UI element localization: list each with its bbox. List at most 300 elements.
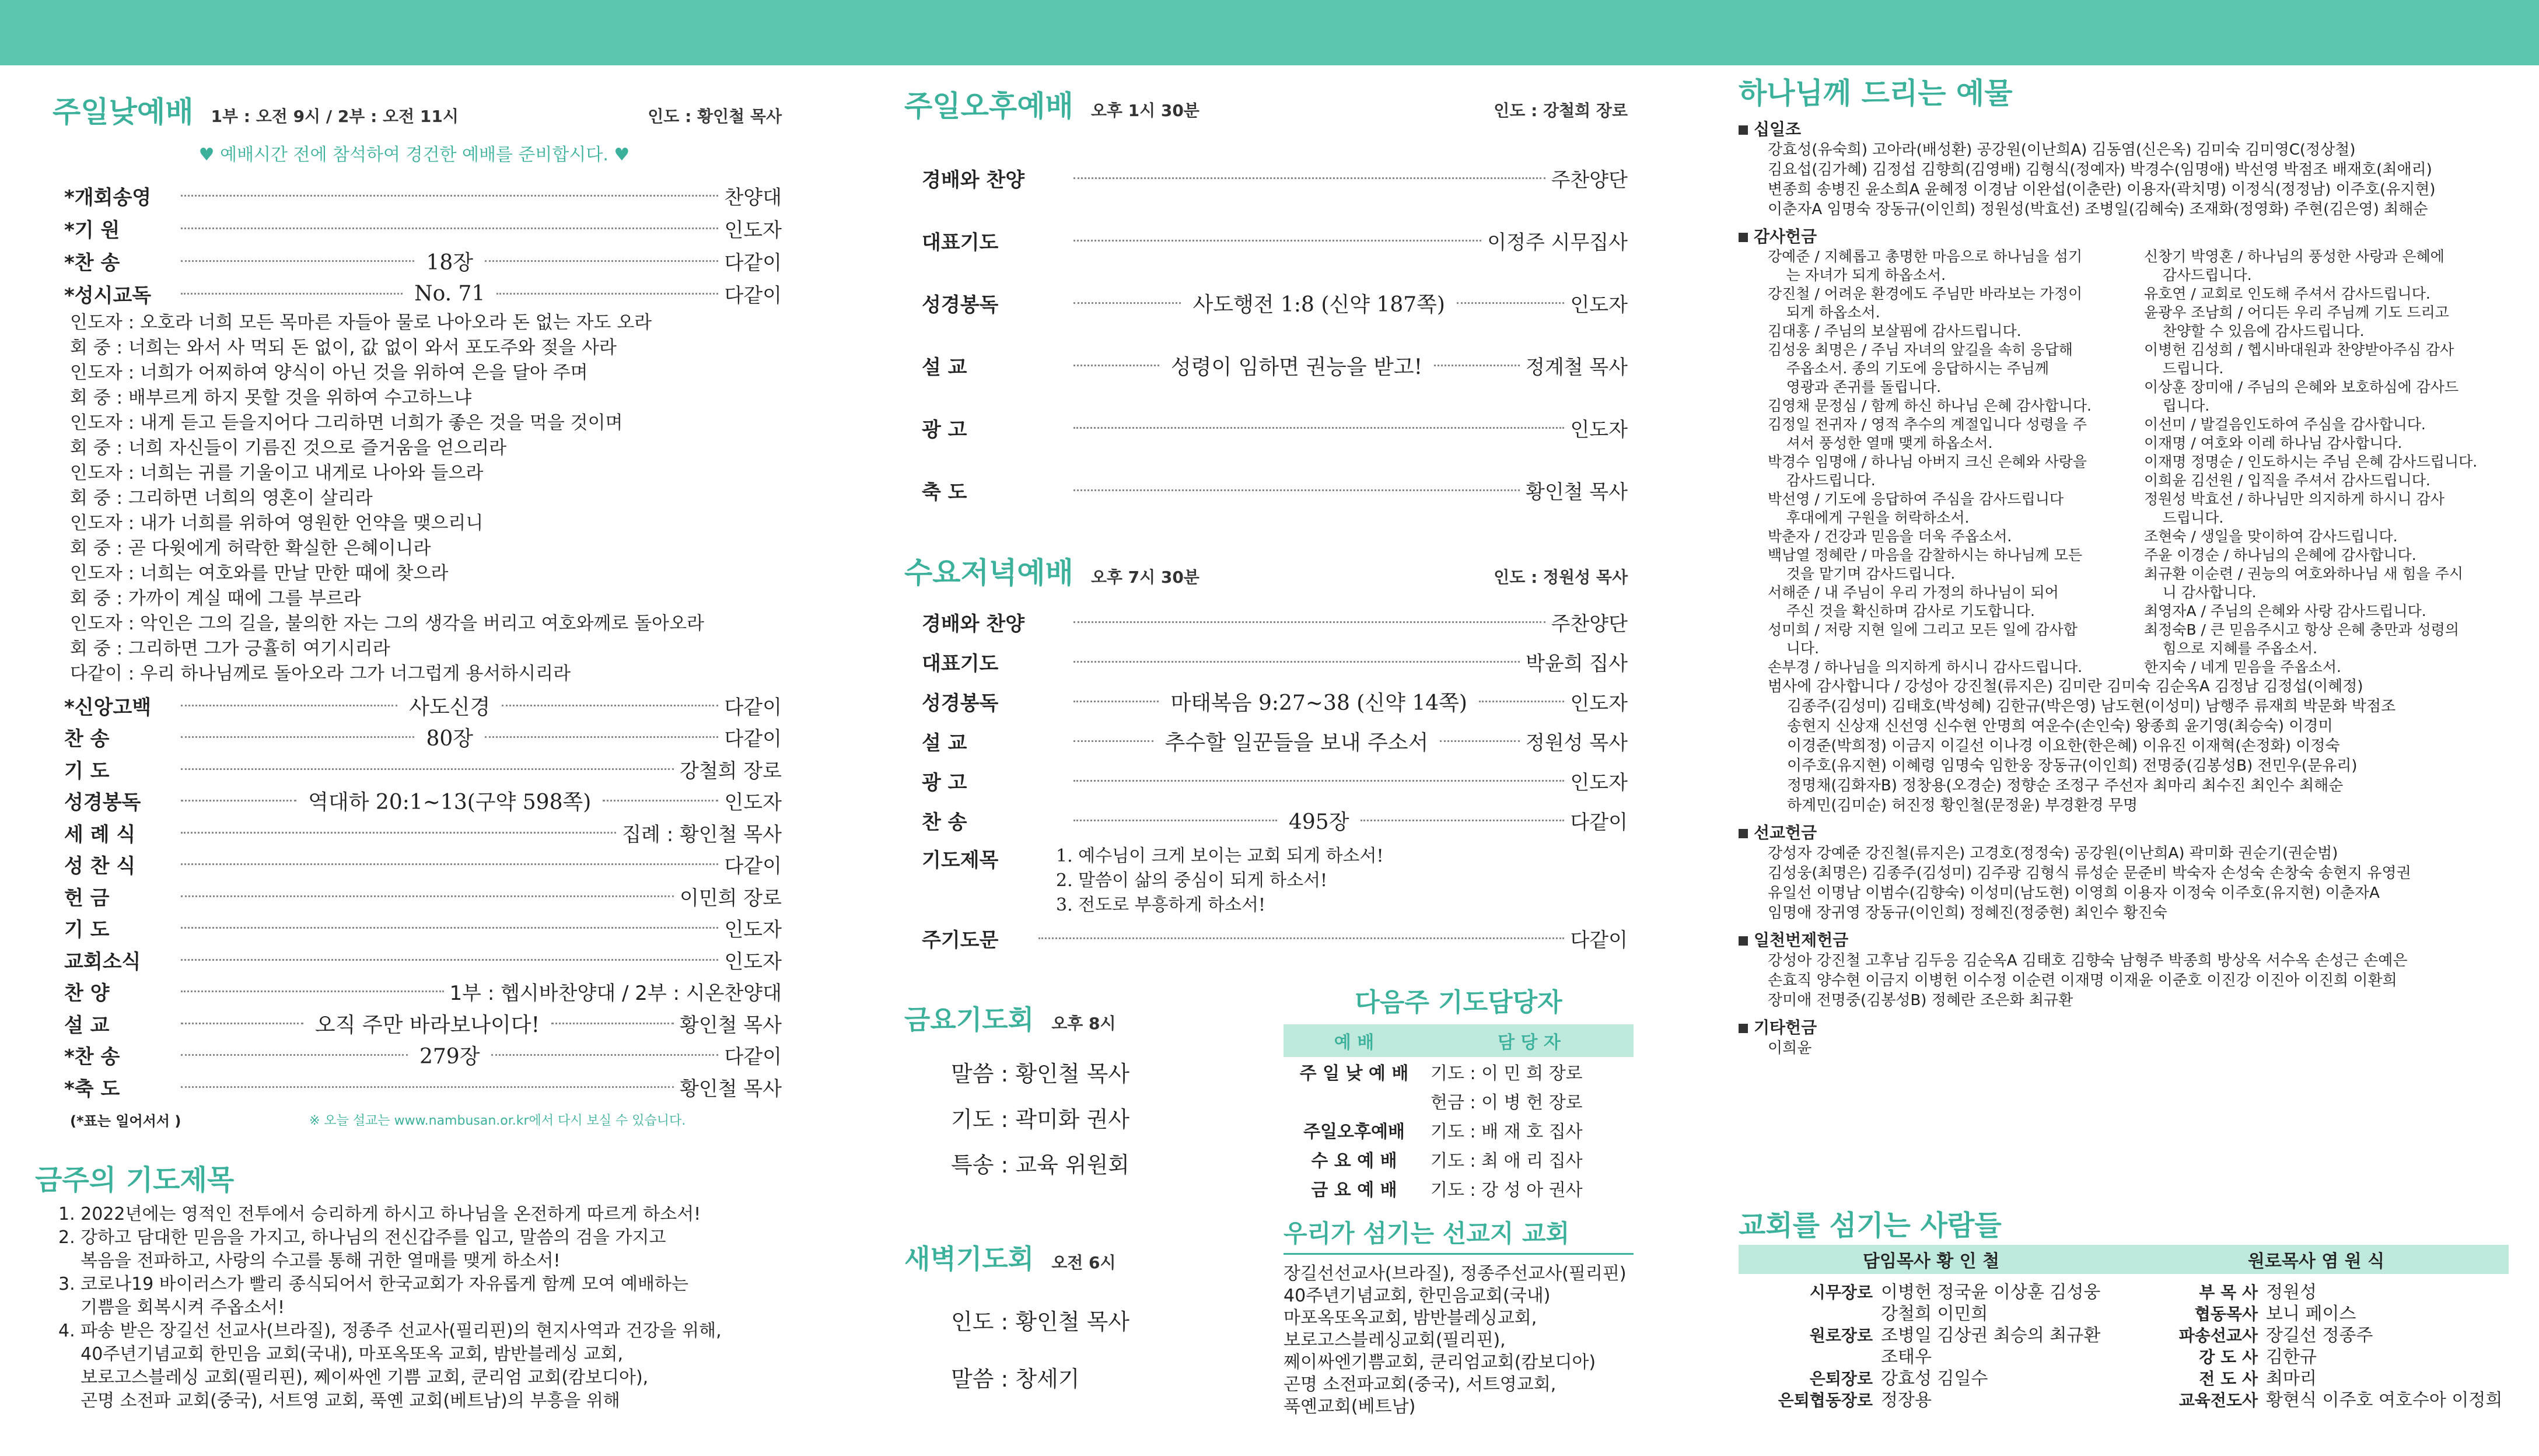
dot-leader [181,228,718,229]
sunday-service-leader: 인도 : 황인철 목사 [648,107,782,126]
section-head-text: 선교헌금 [1754,823,1817,842]
dot-leader [1073,365,1159,366]
thanks-line: 니 감사합니다. [2144,584,2257,601]
offering-line: 김성웅(최명은) 김종주(김성미) 김주광 김형식 류성순 문준비 박숙자 손성숙 손창숙 송현지 유영권 [1768,864,2411,882]
order-person: 정원성 목사 [1525,731,1628,755]
dot-leader [181,991,444,992]
order-label: 설 교 [64,1013,110,1037]
order-label: 성경봉독 [922,293,999,317]
thanks-line: 이재명 정명순 / 인도하시는 주님 은혜 감사드립니다. [2144,453,2478,470]
dot-leader [1073,780,1564,782]
order-label: 대표기도 [922,652,999,676]
dot-leader [1434,365,1520,366]
mission-line: 40주년기념교회, 한민음교회(국내) [1284,1286,1551,1306]
mission-title: 우리가 섬기는 선교지 교회 [1284,1214,1634,1255]
order-person: 인도자 [724,791,782,815]
afternoon-service-leader: 인도 : 강철희 장로 [1494,101,1628,120]
mission-head [1739,820,2520,844]
offering-line: 범사에 감사합니다 / 강성아 강진철(류지은) 김미란 김미숙 김순옥A 김정남 김정섭(이혜정) [1768,678,2363,695]
responsive-line: 회 중 : 그리하면 너희의 영혼이 살리라 [70,488,373,509]
order-person: 주찬양단 [1551,612,1628,636]
order-detail: 추수할 일꾼들을 보내 주소서 [1164,730,1429,755]
order-row [64,753,782,785]
column-sunday-service [35,65,793,1456]
order-row [922,721,1628,761]
next-service: 수 요 예 배 [1311,1151,1397,1171]
bullet-icon [1739,936,1748,946]
order-person: 인도자 [724,950,782,974]
dot-leader [181,293,403,295]
staff-row [2141,1282,2503,1303]
order-person: 다같이 [1570,810,1628,834]
dawn-prayer-title: 새벽기도회 [904,1243,1034,1275]
thanks-thanks_right [2144,247,2520,677]
order-person: 다같이 [724,1045,782,1069]
wednesday-service-title: 수요저녁예배 [904,556,1073,590]
thanks-line: 정원성 박효선 / 하나님만 의지하게 하시니 감사 [2144,491,2444,508]
staff-names: 황현식 이주호 여호수아 이정희 [2266,1390,2503,1410]
wed-prayer-line: 1. 예수님이 크게 보이는 교회 되게 하소서! [1056,846,1384,866]
prayer-topics-title: 금주의 기도제목 [35,1164,235,1196]
dot-leader [1457,302,1564,304]
dot-leader [181,863,718,865]
mission-line: 장길선선교사(브라질), 정종주선교사(필리핀) [1284,1264,1627,1284]
dot-leader [1073,177,1545,179]
order-label: 대표기도 [922,231,999,254]
dot-leader [1361,820,1564,821]
etc-list [1739,1038,2520,1058]
tithe-list [1739,140,2520,219]
order-person: 황인철 목사 [1525,481,1628,504]
dot-leader [485,260,718,262]
thanks-line: 찬양할 수 있음에 감사드립니다. [2144,323,2365,340]
next-week-row [1284,1086,1634,1115]
prayer-line: 기쁨을 회복시켜 주옵소서! [58,1297,285,1318]
next-service: 주 일 낮 예 배 [1299,1063,1409,1084]
afternoon-order-list [922,147,1628,522]
thanks-line: 김성웅 최명은 / 주님 자녀의 앞길을 속히 응답해 [1768,341,2073,358]
thanks-line: 셔서 풍성한 열매 맺게 하옵소서. [1768,435,1993,452]
thanks-line: 박선영 / 기도에 응답하여 주심을 감사드립니다 [1768,491,2064,508]
order-detail: 495장 [1288,810,1349,834]
staff-row [1756,1325,2129,1346]
order-row [64,912,782,944]
order-detail: 성령이 임하면 권능을 받고! [1170,355,1423,379]
order-label: 설 교 [922,356,967,379]
thanks-line: 영광과 존귀를 돌립니다. [1768,379,1942,396]
staff-row [1756,1390,2129,1411]
thanks-thanks_left [1768,247,2144,677]
order-person: 다같이 [724,695,782,719]
staff-names: 정장용 [1881,1390,1932,1410]
responsive-line: 인도자 : 악인은 그의 길을, 불의한 자는 그의 생각을 버리고 여호와께로 돌아오라 [70,613,704,634]
offering-line: 김요섭(김가혜) 김정섭 김향희(김영배) 김형식(정예자) 박경수(임명애) 박선영 박점조 배재호(최애리) [1768,161,2432,178]
offering-line: 이경준(박희정) 이금지 이길선 이나경 이요한(한은혜) 이유진 이재혁(손정화) 이정숙 [1768,737,2340,755]
thanks-line: 주옵소서. 종의 기도에 응답하시는 주님께 [1768,360,2050,377]
order-row [64,976,782,1008]
order-row [922,459,1628,522]
order-row [64,179,782,212]
order-row [64,244,782,277]
next-week-box [1284,981,1634,1203]
order-row [922,761,1628,800]
order-row [922,397,1628,459]
staff-title: 교회를 섬기는 사람들 [1739,1209,2002,1242]
order-row [922,272,1628,334]
order-row [64,785,782,817]
dot-leader [181,195,718,197]
staff-names: 조병일 김상권 최승의 최규환 [1881,1325,2101,1346]
thanks-line: 감사드립니다. [2144,267,2252,284]
emeritus-pastor: 원로목사 염 원 식 [2247,1251,2385,1272]
thanks-line: 드립니다. [2144,509,2224,526]
mission-box [1284,1214,1634,1418]
column-offerings [1733,65,2520,1456]
prayer-line: 2. 강하고 담대한 믿음을 가지고, 하나님의 전신갑주를 입고, 말씀의 검을 가지고 [58,1227,666,1248]
staff-role: 부 목 사 [2199,1283,2258,1302]
section-head-text: 감사헌금 [1754,227,1817,246]
wed-prayer-line: 3. 전도로 부흥하게 하소서! [1056,895,1266,915]
thanks-line: 이상훈 장미애 / 주님의 은혜와 보호하심에 감사드 [2144,379,2459,396]
order-label: 교회소식 [64,950,141,974]
staff-role: 파송선교사 [2178,1326,2258,1345]
order-label: 성 찬 식 [64,855,136,878]
dot-leader [603,800,718,802]
order-row [64,277,782,310]
order-row [64,817,782,849]
offering-line: 강성자 강예준 강진철(류지은) 고경호(정정숙) 공강원(이난희A) 곽미화 권순기(권순범) [1768,845,2338,862]
dawn-prayer-items [951,1293,1129,1408]
etc-head [1739,1015,2520,1038]
dot-leader [502,705,718,706]
next-person: 기도 : 강 성 아 권사 [1431,1180,1583,1200]
thanks-line: 손부경 / 하나님을 의지하게 하시니 감사드립니다. [1768,659,2083,676]
mission-line: 곤명 소전파교회(중국), 서트영교회, [1284,1374,1557,1395]
order-row [64,1007,782,1040]
order-person: 정계철 목사 [1525,356,1628,379]
thanks-line: 조현숙 / 생일을 맞이하여 감사드립니다. [2144,528,2398,545]
thanks-line: 최규환 이순련 / 권능의 여호와하나님 새 힘을 주시 [2144,565,2464,582]
dot-leader [181,959,718,961]
responsive-line: 인도자 : 내가 너희를 위하여 영원한 언약을 맺으리니 [70,513,484,534]
staff-right-list [2141,1282,2503,1411]
order-label: 광 고 [922,418,967,442]
offering-line: 이희윤 [1768,1040,1812,1057]
order-label: 설 교 [922,731,967,755]
order-person: 강철희 장로 [679,759,782,783]
dot-leader [181,927,718,929]
responsive-line: 회 중 : 배부르게 하지 못할 것을 위하여 수고하느냐 [70,387,472,408]
thanks-line: 이희윤 김선원 / 입직을 주셔서 감사드립니다. [2144,472,2430,489]
order-label: *기 원 [64,218,120,242]
order-row [922,334,1628,397]
next-person: 기도 : 최 애 리 집사 [1431,1151,1583,1171]
staff-names: 강철희 이민희 [1881,1304,1988,1324]
staff-row [2141,1303,2503,1325]
order-row [922,681,1628,721]
offering-line: 하계민(김미순) 허진정 황인철(문정윤) 부경환경 무명 [1768,797,2138,814]
responsive-line: 회 중 : 너희 자신들이 기름진 것으로 즐거움을 얻으리라 [70,438,507,459]
staff-role: 협동목사 [2194,1304,2258,1324]
order-person: 주찬양단 [1551,169,1628,192]
order-person: 황인철 목사 [679,1013,782,1037]
thanks-line: 드립니다. [2144,360,2224,377]
prayer-line: 1. 2022년에는 영적인 전투에서 승리하게 하시고 하나님을 온전하게 따르게 하소서! [58,1204,701,1224]
sunday-service-title: 주일낮예배 [53,95,194,129]
responsive-line: 인도자 : 너희가 어찌하여 양식이 아닌 것을 위하여 은을 달아 주며 [70,362,588,383]
order-person: 다같이 [724,284,782,307]
dot-leader [1073,427,1564,429]
bullet-icon [1739,125,1748,135]
dot-leader [1073,240,1481,242]
staff-role [1756,1303,1873,1325]
offerings-body [1739,112,2520,1058]
thanks-line: 되게 하옵소서. [1768,304,1880,321]
staff-row [2141,1325,2503,1346]
order-row [922,147,1628,209]
dot-leader [1073,820,1277,821]
wednesday-order-list [922,602,1628,840]
thanks-line: 힘으로 지혜를 주옵소서. [2144,640,2318,657]
order-person: 이민희 장로 [679,886,782,910]
staff-names: 김한규 [2266,1347,2317,1367]
thanks-line: 립니다. [2144,397,2210,414]
next-week-row [1284,1144,1634,1174]
order-person: 1부 : 헵시바찬양대 / 2부 : 시온찬양대 [449,982,782,1006]
lords-prayer-row: 주기도문 다같이 [922,929,1628,952]
offering-line: 김종주(김성미) 김태호(박성혜) 김한규(박은영) 남도현(이성미) 남행주 류재희 박문화 박점조 [1768,698,2396,715]
offering-line: 송현지 신상재 신선영 신수현 안명희 여운수(손인숙) 왕종희 윤기영(최승숙) 이경미 [1768,718,2333,735]
prayer-line: 복음을 전파하고, 사랑의 수고를 통해 귀한 열매를 맺게 하소서! [58,1251,561,1271]
dot-leader [181,736,414,738]
order-list-2 [64,690,782,1103]
order-row [64,1040,782,1072]
prayer-line: 4. 파송 받은 장길선 선교사(브라질), 정종주 선교사(필리핀)의 현지사역과 건강을 위해, [58,1321,722,1341]
section-head-text: 일천번제헌금 [1754,930,1849,950]
prayer-line: 40주년기념교회 한민음 교회(국내), 마포옥또옥 교회, 밤반블레싱 교회, [58,1344,624,1364]
order-row [64,1071,782,1103]
dawn-prayer-time: 오전 6시 [1051,1253,1116,1272]
staff-names: 강효성 김일수 [1881,1368,1988,1389]
thanks-line: 감사드립니다. [1768,472,1876,489]
dot-leader [1073,701,1159,702]
dawn-item: 말씀 : 창세기 [951,1366,1080,1392]
order-person: 이정주 시무집사 [1487,231,1628,254]
dot-leader [1073,740,1153,742]
responsive-line: 인도자 : 너희는 여호와를 만날 만한 때에 찾으라 [70,563,449,584]
order-person: 인도자 [724,918,782,942]
wednesday-prayer-label: 기도제목 [922,849,999,872]
order-detail: 80장 [426,727,474,751]
dot-leader [1440,740,1520,742]
dot-leader [1073,489,1520,491]
dot-leader [496,293,718,295]
order-row [922,209,1628,272]
dot-leader [491,1054,718,1056]
order-detail: 오직 주만 바라보나이다! [314,1013,540,1037]
order-label: 기 도 [64,759,110,783]
dot-leader [1073,661,1520,663]
order-label: 광 고 [922,771,967,794]
dot-leader [181,705,397,706]
thanks-line: 강예준 / 지혜롭고 총명한 마음으로 하나님을 섬기 [1768,248,2083,265]
mission-line: 마포옥또옥교회, 밤반블레싱교회, [1284,1308,1537,1328]
thanks-line: 최영자A / 주님의 은혜와 사랑 감사드립니다. [2144,603,2426,620]
order-detail: 사도행전 1:8 (신약 187쪽) [1192,293,1445,317]
dot-leader [181,895,674,897]
order-detail: 역대하 20:1~13(구약 598쪽) [308,790,592,815]
order-row [64,944,782,976]
responsive-line: 인도자 : 오호라 너희 모든 목마른 자들아 물로 나아오라 돈 없는 자도 오라 [70,312,652,333]
offering-line: 변종희 송병진 윤소희A 윤혜정 이경남 이완섭(이춘란) 이용자(곽치명) 이정식(정정남) 이주호(유지현) [1768,181,2436,198]
order-person: 인도자 [1570,771,1628,794]
staff-row [2141,1368,2503,1390]
thanks-line: 김영채 문정심 / 함께 하신 하나님 은혜 감사합니다. [1768,397,2092,414]
staff-role [1756,1346,1873,1368]
thanks-line: 는 자녀가 되게 하옵소서. [1768,267,1946,284]
thanks-head [1739,224,2520,247]
thanks-line: 박춘자 / 건강과 믿음을 더욱 주옵소서. [1768,528,2012,545]
mission-line: 쩨이싸엔기쁨교회, 쿤리엄교회(캄보디아) [1284,1352,1596,1373]
staff-names: 장길선 정종주 [2266,1325,2373,1346]
order-person: 찬양대 [724,186,782,209]
order-label: 찬 송 [922,810,967,834]
order-row [64,690,782,722]
staff-names: 최마리 [2266,1368,2317,1389]
wednesday-service-leader: 인도 : 정원성 목사 [1494,568,1628,587]
order-detail: 마태복음 9:27~38 (신약 14쪽) [1170,691,1467,715]
staff-role: 시무장로 [1809,1283,1873,1302]
staff-row [1756,1303,2129,1325]
order-person: 박윤희 집사 [1525,652,1628,676]
section-head-text: 십일조 [1754,120,1802,139]
staff-role: 교육전도사 [2178,1391,2258,1410]
order-label: 경배와 찬양 [922,169,1025,192]
order-label: 찬 송 [64,727,110,751]
footnote-website: ※ 오늘 설교는 www.nambusan.or.kr에서 다시 보실 수 있습니다. [309,1114,686,1128]
order-label: *축 도 [64,1077,120,1101]
order-person: 인도자 [724,218,782,242]
afternoon-service-time: 오후 1시 30분 [1090,101,1199,120]
mission-offering-list [1739,844,2520,923]
thanks-line: 한지숙 / 네게 믿음을 주옵소서. [2144,659,2341,676]
prayer-line: 보로고스블레싱 교회(필리핀), 쩨이싸엔 기쁨 교회, 쿤리엄 교회(캄보디아), [58,1367,649,1388]
staff-names: 정원성 [2266,1282,2317,1303]
order-person: 다같이 [724,855,782,878]
offering-line: 유일선 이명남 이범수(김향숙) 이성미(남도현) 이영희 이용자 이정숙 이주호(유지현) 이춘자A [1768,884,2380,902]
thanks-line: 후대에게 구원을 허락하소서. [1768,509,1970,526]
order-label: 경배와 찬양 [922,612,1025,636]
dot-leader [551,1023,674,1024]
next-week-title: 다음주 기도담당자 [1355,988,1562,1017]
column-other-services [898,65,1645,1456]
friday-item: 기도 : 곽미화 권사 [951,1107,1129,1132]
thanks-line: 이재명 / 여호와 이레 하나님 감사합니다. [2144,435,2402,452]
order-list-1 [64,179,782,310]
order-person: 다같이 [724,727,782,751]
friday-item: 말씀 : 황인철 목사 [951,1061,1129,1087]
staff-row [1756,1368,2129,1390]
footnote-standing: (*표는 일어서서 ) [70,1113,181,1129]
responsive-line: 인도자 : 너희는 귀를 기울이고 내게로 나아와 들으라 [70,463,484,484]
tithe-head [1739,117,2520,140]
responsive-line: 회 중 : 가까이 계실 때에 그를 부르라 [70,588,361,609]
thanks-line: 서해준 / 내 주님이 우리 가정의 하나님이 되어 [1768,584,2059,601]
friday-prayer-time: 오후 8시 [1051,1014,1116,1033]
thanks-line: 강진철 / 어려운 환경에도 주님만 바라보는 가정이 [1768,285,2083,302]
thanks-columns [1739,247,2520,677]
section-head-text: 기타헌금 [1754,1018,1817,1037]
order-detail: No. 71 [414,281,485,306]
staff-role: 은퇴협동장로 [1778,1391,1873,1410]
thanks-line: 이병헌 김성희 / 헵시바대원과 찬양받아주심 감사 [2144,341,2454,358]
thanks-line: 김정일 전귀자 / 영적 추수의 계절입니다 성령을 주 [1768,416,2087,433]
offering-line: 장미애 전명중(김봉성B) 정혜란 조은화 최규환 [1768,992,2073,1009]
friday-prayer-title: 금요기도회 [904,1004,1034,1035]
mission-line: 보로고스블레싱교회(필리핀), [1284,1330,1506,1350]
wednesday-service-time: 오후 7시 30분 [1090,568,1199,587]
thanks-line: 박경수 임명애 / 하나님 아버지 크신 은혜와 사랑을 [1768,453,2087,470]
thanks-line: 윤광우 조남희 / 어디든 우리 주님께 기도 드리고 [2144,304,2449,321]
staff-row [1756,1346,2129,1368]
order-row [64,212,782,244]
order-label: 찬 양 [64,982,110,1006]
staff-names: 보니 페이스 [2266,1304,2356,1324]
order-row [64,880,782,912]
thanks-line: 주윤 이경순 / 하나님의 은혜에 감사합니다. [2144,547,2416,564]
dot-leader [1073,302,1181,304]
mission-line: 푹옌교회(베트남) [1284,1396,1416,1417]
dot-leader [181,768,674,770]
responsive-line: 회 중 : 곧 다윗에게 허락한 확실한 은혜이니라 [70,538,431,559]
dot-leader [181,1023,303,1024]
order-person: 다같이 [724,251,782,275]
offering-line: 이춘자A 임명숙 장동규(이인희) 정원성(박효선) 조병일(김혜숙) 조재화(정영화) 주현(김은영) 최해순 [1768,201,2428,218]
staff-names: 이병헌 정국윤 이상훈 김성웅 [1881,1282,2101,1303]
thanks-line: 주신 것을 확신하며 감사로 기도합니다. [1768,603,2035,620]
thanks-line: 백남열 정혜란 / 마음을 감찰하시는 하나님께 모든 [1768,547,2083,564]
mission-list [1284,1263,1634,1418]
responsive-line: 회 중 : 너희는 와서 사 먹되 돈 없이, 값 없이 와서 포도주와 젖을 사라 [70,337,617,358]
next-week-row [1284,1174,1634,1203]
staff-header [1739,1245,2509,1274]
thanks-line: 성미희 / 저랑 지현 일에 그리고 모든 일에 감사합 [1768,621,2078,638]
order-row [64,849,782,881]
thanks-line: 니다. [1768,640,1820,657]
notice-text: ♥ 예배시간 전에 참석하여 경건한 예배를 준비합시다. ♥ [198,145,630,165]
bullet-icon [1739,233,1748,242]
friday-prayer-items [951,1051,1129,1188]
order-label: *신앙고백 [64,695,152,719]
next-service: 금 요 예 배 [1311,1180,1397,1200]
thanks-line: 신창기 박영혼 / 하나님의 풍성한 사랑과 은혜에 [2144,248,2444,265]
prayer-line: 곤명 소전파 교회(중국), 서트영 교회, 푹옌 교회(베트남)의 부흥을 위해 [58,1391,620,1411]
order-label: 헌 금 [64,886,110,910]
thanks-all-list [1739,677,2520,816]
order-row [922,642,1628,681]
bullet-icon [1739,829,1748,838]
staff-role: 원로장로 [1809,1326,1873,1345]
order-label: *찬 송 [64,1045,120,1069]
order-row [922,800,1628,840]
wed-prayer-line: 2. 말씀이 삶의 중심이 되게 하소서! [1056,870,1328,891]
dot-leader [181,1086,674,1088]
order-person: 집례 : 황인철 목사 [622,822,782,846]
next-week-row [1284,1115,1634,1144]
order-person: 인도자 [1570,293,1628,317]
afternoon-service-title: 주일오후예배 [904,89,1073,123]
wednesday-prayer-list [1056,844,1384,918]
